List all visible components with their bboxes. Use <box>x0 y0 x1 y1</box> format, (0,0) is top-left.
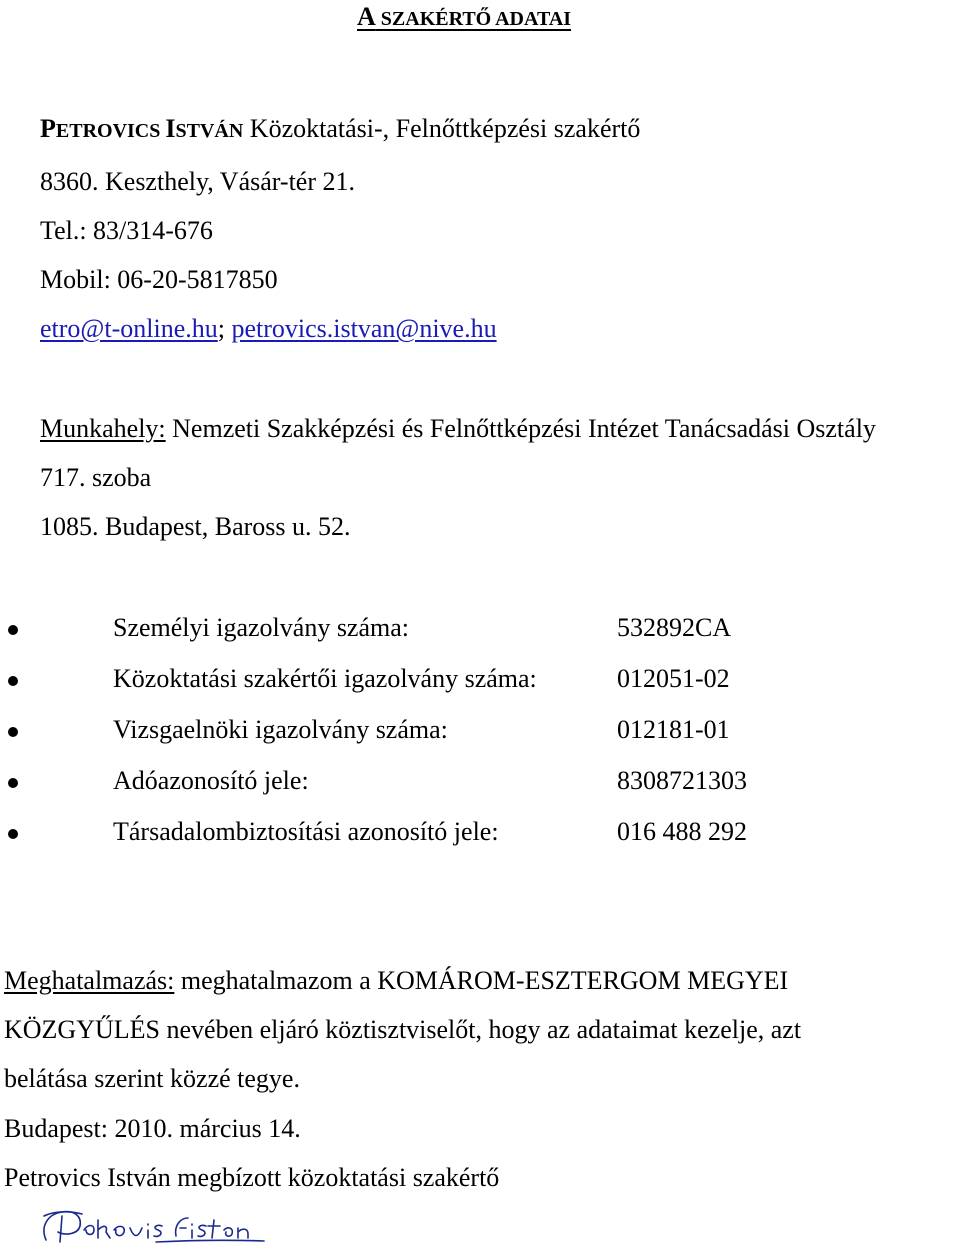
authorization-label: Meghatalmazás: <box>4 966 175 995</box>
expert-phone: Tel.: 83/314-676 <box>40 216 213 245</box>
id-value: 8308721303 <box>617 766 747 795</box>
id-label: Adóazonosító jele: <box>113 766 309 795</box>
id-label: Személyi igazolvány száma: <box>113 613 410 642</box>
signer-line: Petrovics István megbízott közoktatási szakértő <box>4 1163 500 1192</box>
bullet-icon <box>8 829 18 839</box>
list-item <box>0 768 960 798</box>
workplace-line <box>40 416 876 442</box>
expert-name: PETROVICS ISTVÁN <box>40 114 244 143</box>
expert-name-line <box>40 116 640 142</box>
page-title: A SZAKÉRTŐ ADATAI <box>357 2 572 31</box>
authorization-line-2: KÖZGYŰLÉS nevében eljáró köztisztviselőt, hogy az adataimat kezelje, azt <box>4 1015 802 1044</box>
email-link-1[interactable]: etro@t-online.hu <box>40 314 218 343</box>
expert-email-line: etro@t-online.hu; petrovics.istvan@nive.hu <box>40 314 497 343</box>
id-label: Társadalombiztosítási azonosító jele: <box>113 817 499 846</box>
id-value: 012051-02 <box>617 664 730 693</box>
list-item <box>0 819 960 849</box>
id-value: 532892CA <box>617 613 732 642</box>
expert-address: 8360. Keszthely, Vásár-tér 21. <box>40 167 355 196</box>
email-link-2[interactable]: petrovics.istvan@nive.hu <box>231 314 497 343</box>
signature-strokes <box>44 1212 264 1242</box>
bullet-icon <box>8 676 18 686</box>
workplace-label: Munkahely: <box>40 414 166 443</box>
handwritten-signature <box>36 1206 266 1251</box>
id-value: 016 488 292 <box>617 817 747 846</box>
place-date: Budapest: 2010. március 14. <box>4 1114 301 1143</box>
workplace-room: 717. szoba <box>40 463 152 492</box>
expert-mobile: Mobil: 06-20-5817850 <box>40 265 278 294</box>
bullet-icon <box>8 625 18 635</box>
authorization-line-1: Meghatalmazás: meghatalmazom a KOMÁROM-ESZTERGOM MEGYEI <box>4 966 789 995</box>
bullet-icon <box>8 778 18 788</box>
list-item <box>0 666 960 696</box>
bullet-icon <box>8 727 18 737</box>
workplace-name: Nemzeti Szakképzési és Felnőttképzési Intézet Tanácsadási Osztály <box>165 414 876 443</box>
authorization-line-3: belátása szerint közzé tegye. <box>4 1064 300 1093</box>
list-item <box>0 717 960 747</box>
id-value: 012181-01 <box>617 715 730 744</box>
id-label: Vizsgaelnöki igazolvány száma: <box>113 715 448 744</box>
workplace-address: 1085. Budapest, Baross u. 52. <box>40 512 351 541</box>
id-label: Közoktatási szakértői igazolvány száma: <box>113 664 537 693</box>
expert-role: Közoktatási-, Felnőttképzési szakértő <box>243 114 641 143</box>
list-item <box>0 615 960 645</box>
